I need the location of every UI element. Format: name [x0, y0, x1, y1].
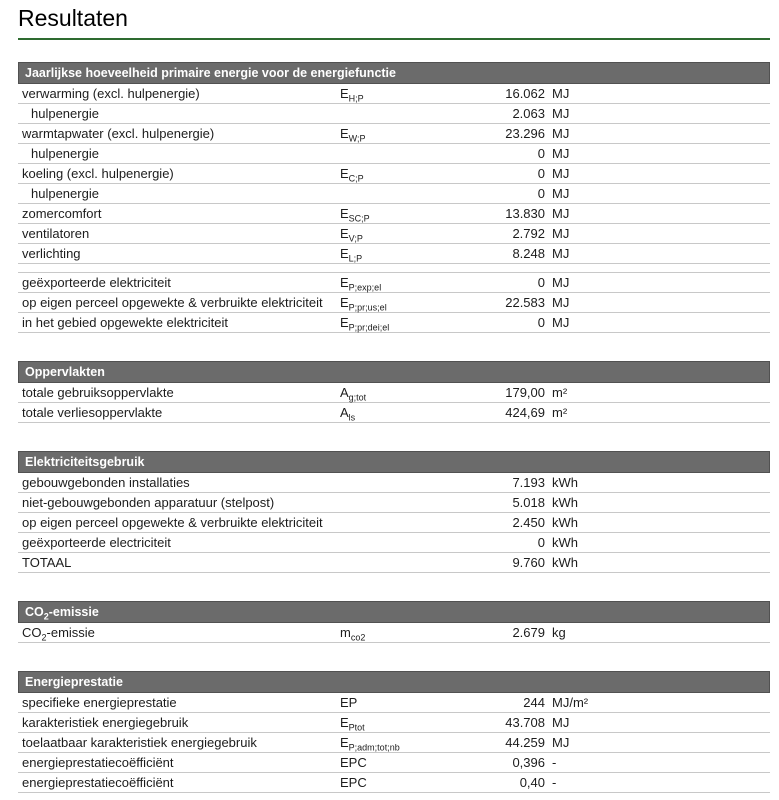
section-header: Energieprestatie	[18, 671, 770, 693]
section-header: $CO_2$-emissie	[18, 601, 770, 623]
row-symbol: $E_{P;pr;dei;el}$	[340, 315, 390, 334]
row-value: 179,00	[505, 385, 545, 401]
table-row	[18, 733, 770, 753]
row-unit: MJ	[552, 146, 570, 162]
row-value: 2.679	[512, 625, 545, 641]
section-header: Oppervlakten	[18, 361, 770, 383]
row-value: 43.708	[505, 715, 545, 731]
row-unit: MJ	[552, 206, 570, 222]
row-label: niet-gebouwgebonden apparatuur (stelpost)	[22, 495, 275, 511]
row-value: 0,40	[519, 775, 545, 791]
row-symbol	[340, 533, 470, 552]
table-row	[18, 403, 770, 423]
row-label: energieprestatiecoëfficiënt	[22, 755, 174, 771]
row-label: ventilatoren	[22, 226, 90, 242]
row-symbol	[340, 184, 470, 203]
row-symbol: $E_{V;P}$	[340, 226, 363, 245]
row-unit: kWh	[552, 535, 578, 551]
table-row	[18, 273, 770, 293]
row-symbol	[340, 493, 470, 512]
row-unit: MJ	[552, 246, 570, 262]
row-value: 424,69	[505, 405, 545, 421]
table-row	[18, 124, 770, 144]
row-unit: m²	[552, 405, 568, 421]
row-unit: -	[552, 775, 557, 791]
row-value: 0,396	[512, 755, 545, 771]
table-row	[18, 623, 770, 643]
sections	[18, 62, 770, 793]
row-unit: MJ	[552, 226, 570, 242]
row-unit: kWh	[552, 515, 578, 531]
row-label: totale verliesoppervlakte	[22, 405, 163, 421]
row-label: gebouwgebonden installaties	[22, 475, 190, 491]
row-unit: kWh	[552, 475, 578, 491]
row-symbol: EPC	[340, 755, 367, 771]
row-value: 0	[537, 166, 545, 182]
row-value: 0	[537, 535, 545, 551]
row-symbol: EP	[340, 695, 358, 711]
row-unit: MJ	[552, 186, 570, 202]
row-unit: MJ	[552, 126, 570, 142]
table-row	[18, 293, 770, 313]
row-value: 8.248	[512, 246, 545, 262]
table-row	[18, 224, 770, 244]
row-label: geëxporteerde elektriciteit	[22, 275, 171, 291]
row-label: TOTAAL	[22, 555, 72, 571]
row-value: 44.259	[505, 735, 545, 751]
section-2	[18, 451, 770, 573]
row-symbol: $E_{C;P}$	[340, 166, 364, 185]
row-value: 22.583	[505, 295, 545, 311]
row-unit: MJ	[552, 106, 570, 122]
row-label: energieprestatiecoëfficiënt	[22, 775, 174, 791]
row-symbol: $E_{P;pr;us;el}$	[340, 295, 387, 314]
section-0	[18, 62, 770, 333]
table-row	[18, 753, 770, 773]
table-row	[18, 533, 770, 553]
row-unit: MJ	[552, 315, 570, 331]
row-label: in het gebied opgewekte elektriciteit	[22, 315, 228, 331]
row-value: 0	[537, 315, 545, 331]
row-label: verlichting	[22, 246, 81, 262]
row-symbol: $E_{Ptot}$	[340, 715, 365, 734]
row-unit: m²	[552, 385, 568, 401]
row-label: zomercomfort	[22, 206, 102, 222]
table-row	[18, 164, 770, 184]
row-symbol	[340, 144, 470, 163]
row-symbol: $E_{P;adm;tot;nb}$	[340, 735, 400, 754]
title-divider	[18, 38, 770, 40]
row-label: warmtapwater (excl. hulpenergie)	[22, 126, 215, 142]
table-row	[18, 184, 770, 204]
table-row	[18, 713, 770, 733]
row-symbol: $A_{ls}$	[340, 405, 356, 424]
row-unit: kWh	[552, 495, 578, 511]
row-label: geëxporteerde electriciteit	[22, 535, 171, 551]
table-row	[18, 553, 770, 573]
table-row	[18, 513, 770, 533]
row-value: 7.193	[512, 475, 545, 491]
table-row	[18, 493, 770, 513]
row-label: hulpenergie	[31, 186, 99, 202]
section-header: Jaarlijkse hoeveelheid primaire energie voor de energiefunctie	[18, 62, 770, 84]
row-symbol	[340, 104, 470, 123]
row-label: $CO_2$-emissie	[22, 625, 95, 643]
row-unit: kg	[552, 625, 566, 641]
table-row	[18, 313, 770, 333]
row-symbol: $E_{L;P}$	[340, 246, 363, 265]
row-label: op eigen perceel opgewekte & verbruikte elektriciteit	[22, 515, 323, 531]
table-row	[18, 383, 770, 403]
row-value: 244	[523, 695, 545, 711]
row-symbol: EPC	[340, 775, 367, 791]
row-value: 5.018	[512, 495, 545, 511]
row-unit: MJ	[552, 166, 570, 182]
row-symbol: $E_{P;exp;el}$	[340, 275, 382, 294]
row-value: 16.062	[505, 86, 545, 102]
table-row	[18, 144, 770, 164]
section-header: Elektriciteitsgebruik	[18, 451, 770, 473]
row-unit: MJ/m²	[552, 695, 589, 711]
row-unit: MJ	[552, 735, 570, 751]
row-symbol	[340, 553, 470, 572]
row-label: koeling (excl. hulpenergie)	[22, 166, 174, 182]
row-value: 0	[537, 146, 545, 162]
row-label: hulpenergie	[31, 106, 99, 122]
row-unit: -	[552, 755, 557, 771]
row-unit: MJ	[552, 295, 570, 311]
row-symbol: $E_{W;P}$	[340, 126, 366, 145]
row-value: 23.296	[505, 126, 545, 142]
row-value: 0	[537, 186, 545, 202]
row-symbol	[340, 473, 470, 492]
row-label: specifieke energieprestatie	[22, 695, 177, 711]
row-label: toelaatbaar karakteristiek energiegebruik	[22, 735, 257, 751]
section-4	[18, 671, 770, 793]
row-label: op eigen perceel opgewekte & verbruikte elektriciteit	[22, 295, 323, 311]
row-symbol: $A_{g;tot}$	[340, 385, 367, 404]
page-title: Resultaten	[18, 5, 128, 31]
row-symbol: $m_{co2}$	[340, 625, 366, 644]
row-value: 13.830	[505, 206, 545, 222]
row-unit: MJ	[552, 715, 570, 731]
row-label: hulpenergie	[31, 146, 99, 162]
row-symbol: $E_{SC;P}$	[340, 206, 370, 225]
row-label: totale gebruiksoppervlakte	[22, 385, 174, 401]
table-row	[18, 473, 770, 493]
table-row	[18, 204, 770, 224]
spacer-row	[18, 264, 770, 273]
row-unit: kWh	[552, 555, 578, 571]
row-unit: MJ	[552, 86, 570, 102]
results-page	[18, 0, 770, 793]
row-symbol	[340, 513, 470, 532]
section-1	[18, 361, 770, 423]
table-row	[18, 244, 770, 264]
row-symbol: $E_{H;P}$	[340, 86, 364, 105]
row-value: 2.792	[512, 226, 545, 242]
section-3	[18, 601, 770, 643]
row-value: 9.760	[512, 555, 545, 571]
table-row	[18, 773, 770, 793]
row-value: 2.063	[512, 106, 545, 122]
row-value: 0	[537, 275, 545, 291]
table-row	[18, 104, 770, 124]
row-label: karakteristiek energiegebruik	[22, 715, 189, 731]
row-label: verwarming (excl. hulpenergie)	[22, 86, 200, 102]
table-row	[18, 84, 770, 104]
row-unit: MJ	[552, 275, 570, 291]
row-value: 2.450	[512, 515, 545, 531]
table-row	[18, 693, 770, 713]
